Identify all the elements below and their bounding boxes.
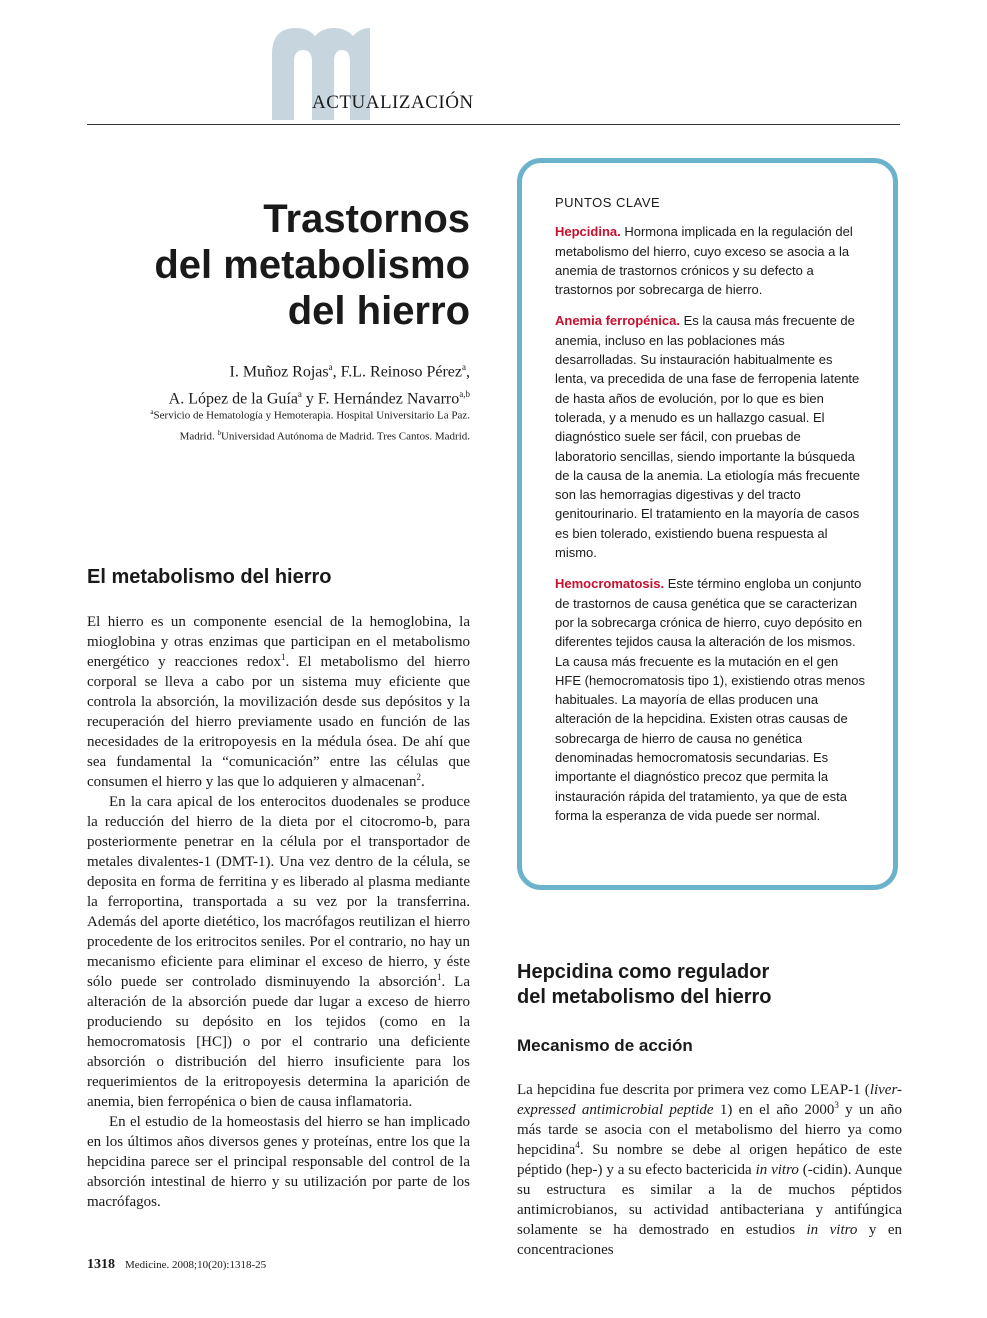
key-point-item: Anemia ferropénica. Es la causa más frecuente de anemia, incluso en las poblaciones más desarrolladas. Su instauración habitualmente es lenta, va precedida de una fase de ferropenia latente de hasta años de evolución, por lo que es bien tolerada, y a menudo es un hallazgo casual. El diagnóstico suele ser fácil, con pruebas de laboratorio sencillas, siendo importante la búsqueda de la causa de la anemia. La etiología más frecuente son las hemorragias digestivas y del tracto genitourinario. El tratamiento en la mayoría de casos es bien tolerado, existiendo buena respuesta al mismo. [555, 313, 860, 561]
left-column-body [87, 612, 470, 1212]
key-point-item: Hepcidina. Hormona implicada en la regulación del metabolismo del hierro, cuyo exceso se asocia a la anemia de trastornos crónicos y su defecto a trastornos por sobrecarga de hierro. [555, 224, 853, 298]
paragraph: En el estudio de la homeostasis del hierro se han implicado en los últimos años diversos genes y proteínas, entre los que la hepcidina parece ser el principal responsable del control de la absorción intestinal de hierro y su utilización por parte de los macrófagos. [87, 1114, 470, 1210]
title-line: del metabolismo [154, 243, 470, 287]
article-title [87, 196, 470, 334]
paragraph: En la cara apical de los enterocitos duodenales se produce la reducción del hierro de la dieta por el citocromo-b, para posteriormente penetrar en la célula por el transportador de metales divalentes-1 (DMT-1). Una vez dentro de la célula, se deposita en forma de ferritina y es liberado al plasma mediante la ferroportina, transportada a su vez por la transferrina. Además del aporte dietético, los macrófagos reutilizan el hierro procedente de los eritrocitos seniles. Por el contrario, no hay un mecanismo eficiente para eliminar el exceso de hierro, y éste sólo puede ser controlado disminuyendo la absorción$^1$. La alteración de la absorción puede dar lugar a exceso de hierro produciendo su depósito en los tejidos (como en la hemocromatosis [HC]) o por el contrario una deficiente absorción o distribución del hierro insuficiente para los requerimientos de la eritropoyesis determina la aparición de anemia, bien ferropénica o bien de causa inflamatoria. [87, 794, 470, 1110]
section-heading: Hepcidina como regulador del metabolismo del hierro [517, 961, 772, 1008]
key-point-item: Hemocromatosis. Este término engloba un conjunto de trastornos de causa genética que se caracterizan por la sobrecarga crónica de hierro, cuyo depósito en diferentes tejidos causa la alteración de los mismos. La causa más frecuente es la mutación en el gen HFE (hemocromatosis tipo 1), existiendo otras menos habituales. La mayoría de ellas producen una alteración de la hepcidina. Existen otras causas de sobrecarga de hierro de causa no genética denominadas hemocromatosis secundarias. Es importante el diagnóstico precoz que permita la instauración rápida del tratamiento, ya que de esta forma la esperanza de vida puede ser normal. [555, 576, 865, 823]
key-point-term: Hepcidina. [555, 224, 621, 240]
affiliations: $^a$Servicio de Hematología y Hemoterapia. Hospital Universitario La Paz. Madrid. $^b$Universidad Autónoma de Madrid. Tres Cantos. Madrid. [150, 408, 470, 443]
author-name: A. López de la Guía [168, 390, 298, 408]
title-line: del hierro [287, 289, 470, 333]
journal-citation: Medicine. 2008;10(20):1318-25 [125, 1259, 267, 1271]
subsection-heading: Mecanismo de acción [517, 1036, 693, 1055]
page-footer [87, 1257, 266, 1273]
key-points-box [517, 158, 898, 890]
author-name: y F. Hernández Navarro [301, 390, 460, 408]
author-name: , F.L. Reinoso Pérez [332, 363, 462, 381]
title-line: Trastornos [263, 197, 470, 241]
page-number: 1318 [87, 1257, 115, 1272]
section-label: ACTUALIZACIÓN [312, 92, 474, 113]
right-column-body [517, 1080, 902, 1260]
paragraph: El hierro es un componente esencial de la hemoglobina, la mioglobina y otras enzimas que participan en el metabolismo energético y reacciones redox$^1$. El metabolismo del hierro corporal se lleva a cabo por un sistema muy eficiente que controla la absorción, la movilización desde sus depósitos y la recuperación del hierro previamente usado en función de las necesidades de la eritropoyesis en la médula ósea. De ahí que sea fundamental la “comunicación” entre las células que consumen el hierro y las que lo adquieren y almacenan$^2$. [87, 614, 470, 790]
paragraph: La hepcidina fue descrita por primera vez como LEAP-1 (liver-expressed antimicrobial peptide 1) en el año 2000$^3$ y un año más tarde se asocia con el metabolismo del hierro ya como hepcidina$^4$. Su nombre se debe al origen hepático de este péptido (hep-) y a su efecto bactericida in vitro (-cidin). Aunque su estructura es similar a la de muchos péptidos antimicrobianos, su actividad antibacteriana y antifúngica solamente se ha demostrado en estudios in vitro y en concentraciones [517, 1082, 902, 1258]
key-point-term: Hemocromatosis. [555, 576, 665, 592]
section-heading: El metabolismo del hierro [87, 566, 332, 588]
header-rule [87, 124, 900, 125]
key-points-title: PUNTOS CLAVE [555, 195, 661, 210]
author-name: I. Muñoz Rojas [229, 363, 329, 381]
key-point-term: Anemia ferropénica. [555, 313, 680, 329]
author-list: I. Muñoz Rojas$^a$, F.L. Reinoso Pérez$^a$, A. López de la Guía$^a$ y F. Hernández Navarro$^{a,b}$ [168, 362, 470, 408]
